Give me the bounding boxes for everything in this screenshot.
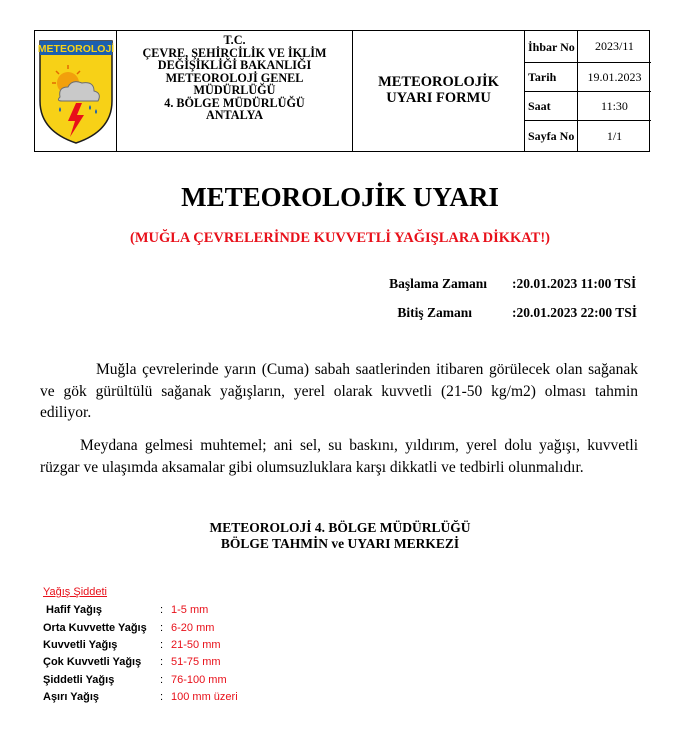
meta-label: Sayfa No: [525, 121, 578, 151]
meta-value: 1/1: [606, 128, 623, 143]
start-time-label: Başlama Zamanı: [389, 276, 487, 291]
org-line: ANTALYA: [205, 108, 264, 122]
meta-label: Saat: [525, 92, 578, 120]
legend-label: Şiddetli Yağış: [43, 674, 115, 686]
warning-paragraph-2: Meydana gelmesi muhtemel; ani sel, su baskını, yıldırım, yerel dolu yağışı, kuvvetli rüzgar ve ulaşımda aksamalar gibi olumsuzluklara karşı dikkatli ve tedbirli olunmalıdır.: [40, 437, 638, 476]
organization-cell: [117, 31, 353, 151]
logo-cell: [35, 31, 117, 151]
legend-colon: :: [160, 639, 164, 651]
legend-value: 6-20 mm: [171, 622, 215, 634]
legend-value: 51-75 mm: [171, 656, 221, 668]
meta-row-sayfa: [525, 121, 651, 151]
legend-title: Yağış Şiddeti: [43, 586, 108, 598]
legend-value: 21-50 mm: [171, 639, 221, 651]
meta-value: 19.01.2023: [587, 69, 642, 84]
legend-value: 76-100 mm: [171, 674, 227, 686]
issuing-center-line1: METEOROLOJİ 4. BÖLGE MÜDÜRLÜĞÜ: [209, 520, 471, 535]
legend-label: Orta Kuvvette Yağış: [43, 622, 147, 634]
meta-cell: [525, 31, 651, 151]
org-line: 4. BÖLGE MÜDÜRLÜĞÜ: [164, 95, 305, 110]
legend-colon: :: [160, 604, 164, 616]
form-title: [353, 74, 524, 106]
end-time-label: Bitiş Zamanı: [397, 305, 472, 320]
legend-colon: :: [160, 674, 164, 686]
organization-name: [117, 34, 352, 122]
meta-row-saat: [525, 92, 651, 121]
org-line: MÜDÜRLÜĞÜ: [193, 83, 276, 97]
legend-label: Kuvvetli Yağış: [43, 639, 118, 651]
form-title-line: METEOROLOJİK: [378, 74, 499, 90]
meta-value: 11:30: [601, 98, 628, 113]
form-title-cell: [353, 31, 525, 151]
meta-label: İhbar No: [525, 31, 578, 62]
logo-text: METEOROLOJİ: [38, 43, 114, 55]
meta-value: 2023/11: [595, 39, 634, 53]
org-line: ÇEVRE, ŞEHİRCİLİK VE İKLİM: [142, 45, 327, 60]
start-time-value: :20.01.2023 11:00 TSİ: [512, 276, 637, 291]
legend-label: Aşırı Yağış: [43, 691, 100, 703]
issuing-center: [0, 520, 680, 551]
document-title: METEOROLOJİK UYARI: [181, 182, 499, 212]
end-time-value: :20.01.2023 22:00 TSİ: [512, 305, 638, 320]
warning-paragraph-1: Muğla çevrelerinde yarın (Cuma) sabah saatlerinden itibaren görülecek olan sağanak ve gök gürültülü sağanak yağışların, yerel olarak kuvvetli (21-50 kg/m2) olması tahmin ediliyor.: [40, 361, 638, 421]
legend-value: 100 mm üzeri: [171, 691, 238, 703]
legend-label: Çok Kuvvetli Yağış: [43, 656, 142, 668]
legend-colon: :: [160, 691, 164, 703]
meteoroloji-logo: [38, 39, 114, 145]
form-header-table: [34, 30, 650, 152]
legend-value: 1-5 mm: [171, 604, 209, 616]
issuing-center-line2: BÖLGE TAHMİN ve UYARI MERKEZİ: [220, 535, 460, 551]
meta-row-ihbar: [525, 31, 651, 63]
legend-colon: :: [160, 656, 164, 668]
org-line: T.C.: [223, 33, 246, 47]
legend-label: Hafif Yağış: [46, 604, 103, 616]
form-title-line: UYARI FORMU: [386, 90, 491, 106]
meta-label: Tarih: [525, 63, 578, 91]
legend-colon: :: [160, 622, 164, 634]
meta-row-tarih: [525, 63, 651, 92]
org-line: METEOROLOJİ GENEL: [165, 70, 304, 85]
warning-subtitle: (MUĞLA ÇEVRELERİNDE KUVVETLİ YAĞIŞLARA DİKKAT!): [129, 230, 551, 246]
org-line: DEĞİŞİKLİĞİ BAKANLIĞI: [157, 58, 312, 72]
